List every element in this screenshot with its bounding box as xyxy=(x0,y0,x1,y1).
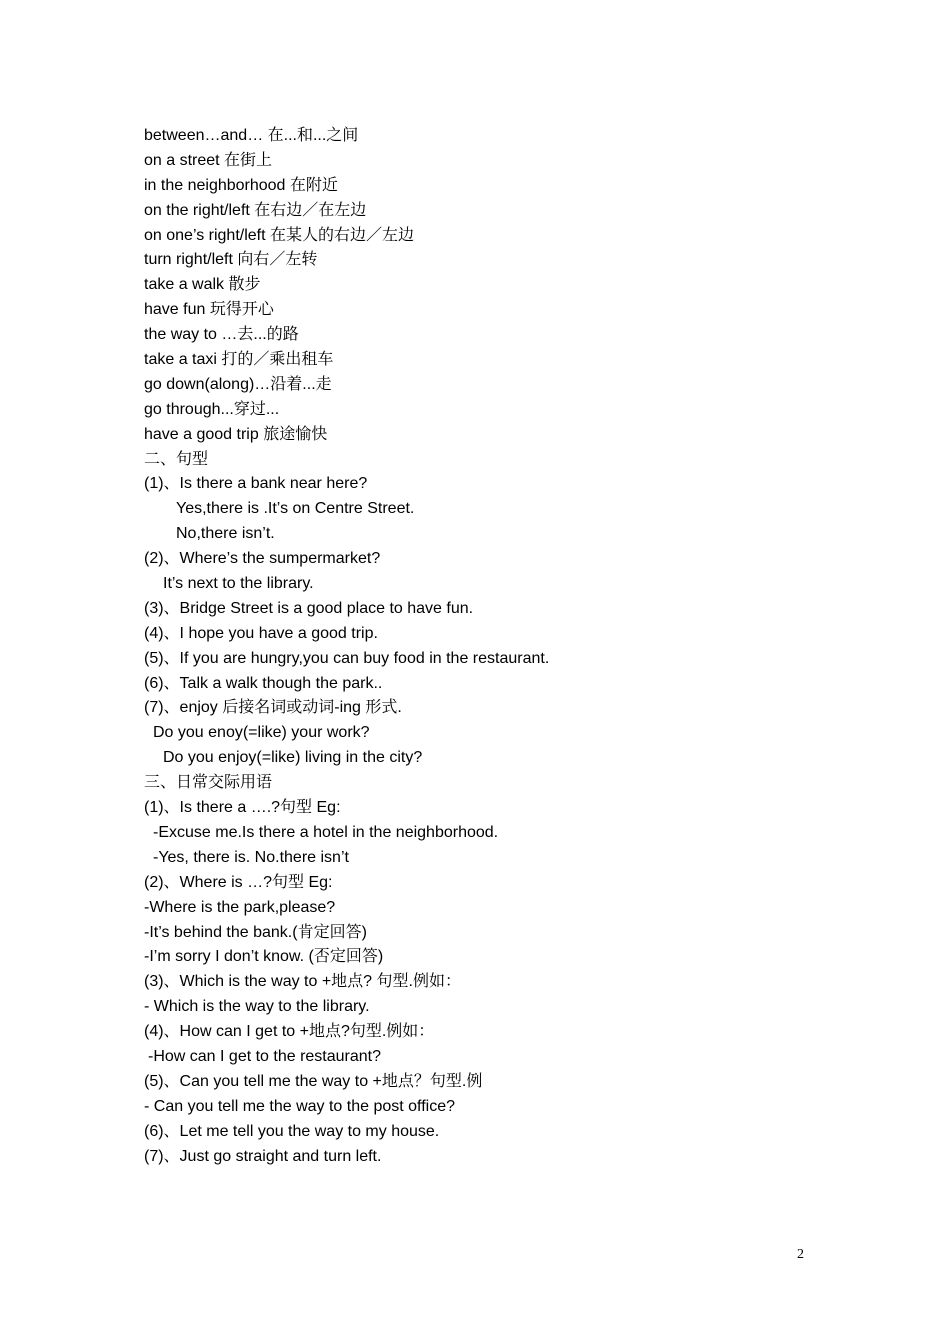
text-line: on a street 在街上 xyxy=(144,151,273,169)
text-line: (4)、How can I get to +地点?句型.例如： xyxy=(144,1023,435,1041)
text-line: go through...穿过... xyxy=(144,400,280,418)
text-line: have fun 玩得开心 xyxy=(144,301,274,319)
text-line: (7)、enjoy 后接名词或动词-ing 形式. xyxy=(144,699,402,717)
text-line: (6)、Let me tell you the way to my house. xyxy=(144,1122,440,1140)
text-line: -How can I get to the restaurant? xyxy=(148,1047,382,1065)
text-line: -Where is the park,please? xyxy=(144,898,336,916)
text-line: in the neighborhood 在附近 xyxy=(144,176,338,194)
text-line: (5)、Can you tell me the way to +地点？句型.例 xyxy=(144,1072,483,1090)
section-heading: 二、句型 xyxy=(144,450,209,468)
text-line: -Excuse me.Is there a hotel in the neighborhood. xyxy=(153,823,499,841)
text-line: (2)、Where’s the sumpermarket? xyxy=(144,550,381,568)
text-line: have a good trip 旅途愉快 xyxy=(144,425,328,443)
text-line: (5)、If you are hungry,you can buy food in the restaurant. xyxy=(144,649,550,667)
text-line: turn right/left 向右／左转 xyxy=(144,251,318,269)
text-line: take a walk 散步 xyxy=(144,276,261,294)
section-heading: 三、日常交际用语 xyxy=(144,774,273,792)
text-line: Do you enjoy(=like) living in the city? xyxy=(163,749,423,767)
text-line: (2)、Where is …?句型 Eg: xyxy=(144,873,333,891)
text-line: It’s next to the library. xyxy=(163,575,314,593)
text-line: on one’s right/left 在某人的右边／左边 xyxy=(144,226,415,244)
text-line: Do you enoy(=like) your work? xyxy=(153,724,370,742)
text-line: (1)、Is there a ….?句型 Eg: xyxy=(144,799,341,817)
text-line: go down(along)…沿着...走 xyxy=(144,375,332,393)
text-line: No,there isn’t. xyxy=(176,525,275,543)
page-number: 2 xyxy=(797,1247,804,1262)
text-line: Yes,there is .It’s on Centre Street. xyxy=(176,500,415,518)
text-line: on the right/left 在右边／在左边 xyxy=(144,201,367,219)
text-line: (3)、Which is the way to +地点? 句型.例如： xyxy=(144,973,461,991)
text-line: (4)、I hope you have a good trip. xyxy=(144,624,378,642)
text-line: the way to …去...的路 xyxy=(144,326,299,344)
text-line: between…and… 在...和...之间 xyxy=(144,127,359,144)
text-line: -It’s behind the bank.(肯定回答) xyxy=(144,923,367,941)
text-line: -I’m sorry I don’t know. (否定回答) xyxy=(144,948,384,966)
text-line: (1)、Is there a bank near here? xyxy=(144,475,368,493)
text-line: (6)、Talk a walk though the park.. xyxy=(144,674,383,692)
text-line: take a taxi 打的／乘出租车 xyxy=(144,351,334,369)
text-line: (7)、Just go straight and turn left. xyxy=(144,1147,382,1165)
text-line: - Can you tell me the way to the post office? xyxy=(144,1097,455,1115)
text-line: (3)、Bridge Street is a good place to have fun. xyxy=(144,599,474,617)
text-line: - Which is the way to the library. xyxy=(144,998,370,1016)
document-body xyxy=(144,124,824,1169)
text-line: -Yes, there is. No.there isn’t xyxy=(153,848,349,866)
